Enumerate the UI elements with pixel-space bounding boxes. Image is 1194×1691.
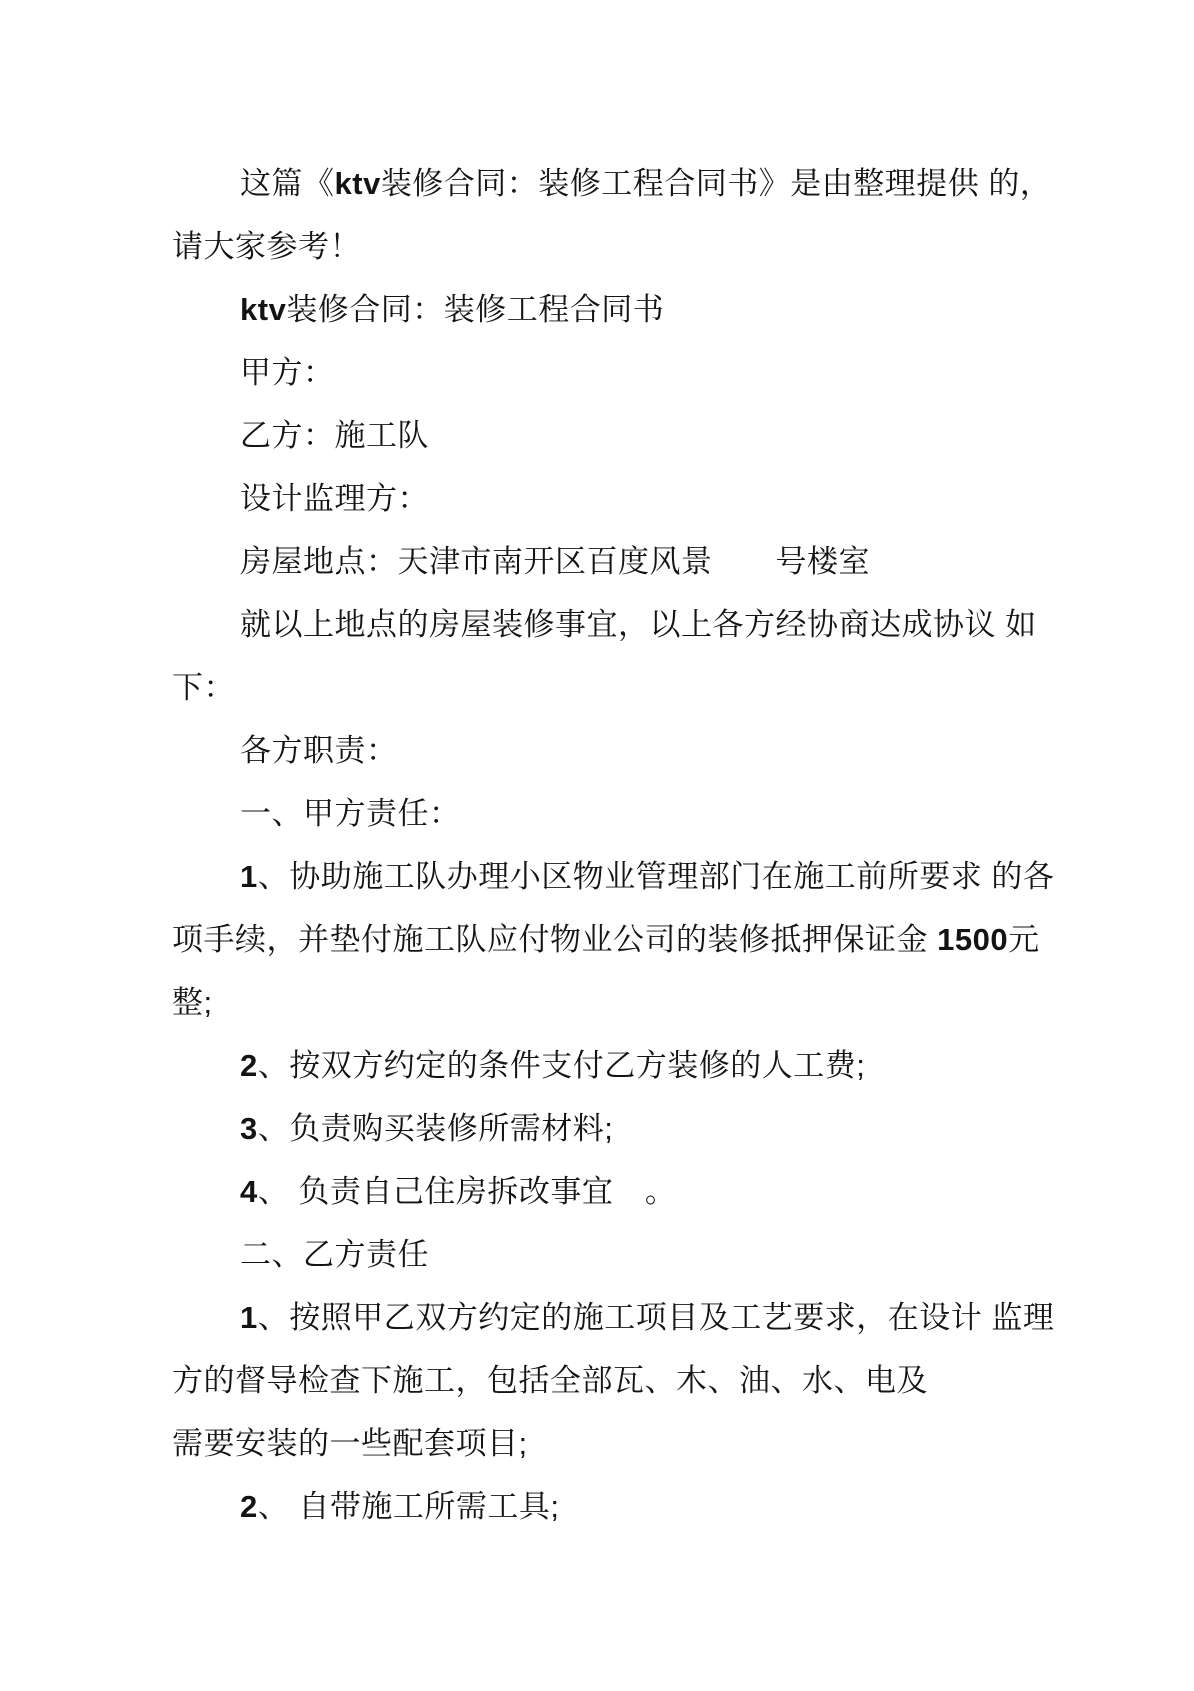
text-segment-bold: 4 <box>240 1174 258 1209</box>
text-line <box>172 530 1044 593</box>
text-line <box>172 1097 1044 1160</box>
text-segment-bold: ktv <box>240 292 287 327</box>
text-line <box>172 278 1044 341</box>
text-line <box>172 1034 1044 1097</box>
text-segment-bold: 1 <box>240 1300 258 1335</box>
text-line <box>172 1160 1044 1223</box>
text-segment: 方的督导检查下施工，包括全部瓦、木、油、水、电及 <box>172 1363 928 1398</box>
text-segment: 装修合同：装修工程合同书》是由整理提供 的， <box>380 166 1052 201</box>
text-line <box>172 404 1044 467</box>
text-line <box>172 467 1044 530</box>
document-body <box>172 152 1055 1538</box>
text-segment: 、按双方约定的条件支付乙方装修的人工费; <box>257 1048 866 1083</box>
text-segment-bold: 1 <box>240 859 258 894</box>
text-segment: 一、甲方责任： <box>240 796 461 831</box>
text-segment: 这篇《 <box>240 166 335 201</box>
text-line <box>172 719 1044 782</box>
text-segment: 乙方：施工队 <box>240 418 429 453</box>
text-line <box>172 152 1052 215</box>
text-line <box>172 1286 1055 1349</box>
text-line <box>172 341 1044 404</box>
text-segment: 装修合同：装修工程合同书 <box>286 292 665 327</box>
text-segment: 下： <box>172 670 235 705</box>
text-line <box>172 782 1044 845</box>
text-segment-bold: 2 <box>240 1489 258 1524</box>
text-segment: 、协助施工队办理小区物业管理部门在施工前所要求 的各 <box>257 859 1055 894</box>
text-line <box>172 215 1044 278</box>
text-line <box>172 593 1044 656</box>
text-segment: 项手续，并垫付施工队应付物业公司的装修抵押保证金 <box>172 922 938 957</box>
text-segment: 、负责购买装修所需材料; <box>257 1111 614 1146</box>
text-segment: 甲方： <box>240 355 335 390</box>
text-segment: 房屋地点：天津市南开区百度风景 号楼室 <box>240 544 870 579</box>
text-segment: 请大家参考！ <box>172 229 361 264</box>
text-segment-bold: 1500 <box>937 922 1009 957</box>
text-segment-bold: 2 <box>240 1048 258 1083</box>
text-segment: 二、乙方责任 <box>240 1237 429 1272</box>
text-line <box>172 908 1044 971</box>
text-line <box>172 1412 1044 1475</box>
text-segment: 、 负责自己住房拆改事宜 。 <box>257 1174 677 1209</box>
text-segment: 整; <box>172 985 213 1020</box>
text-line <box>172 1223 1044 1286</box>
text-segment: 设计监理方： <box>240 481 429 516</box>
text-line <box>172 845 1055 908</box>
text-segment: 需要安装的一些配套项目; <box>172 1426 528 1461</box>
text-line <box>172 1349 1044 1412</box>
text-segment: 、 自带施工所需工具; <box>257 1489 560 1524</box>
text-line <box>172 656 1044 719</box>
text-segment-bold: 3 <box>240 1111 258 1146</box>
text-line <box>172 971 1044 1034</box>
text-segment: 、按照甲乙双方约定的施工项目及工艺要求，在设计 监理 <box>257 1300 1055 1335</box>
text-segment: 就以上地点的房屋装修事宜，以上各方经协商达成协议 如 <box>240 607 1037 642</box>
text-segment: 元 <box>1008 922 1040 957</box>
text-line <box>172 1475 1044 1538</box>
text-segment: 各方职责： <box>240 733 398 768</box>
text-segment-bold: ktv <box>334 166 381 201</box>
